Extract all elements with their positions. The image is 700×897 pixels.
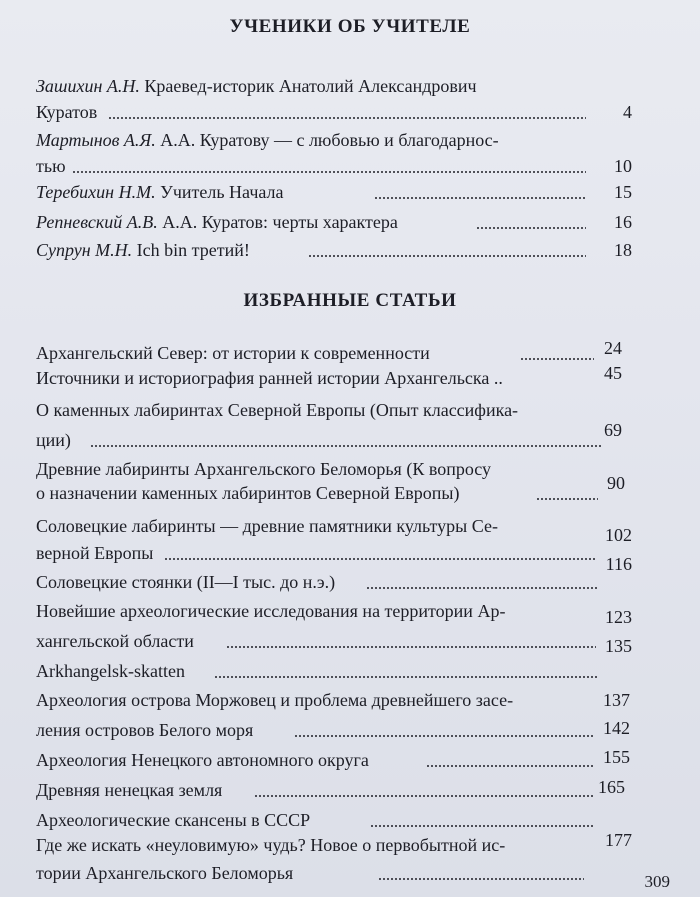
section-title-students: УЧЕНИКИ ОБ УЧИТЕЛЕ bbox=[229, 16, 471, 37]
leader-dots bbox=[308, 255, 586, 257]
page-number: 4 bbox=[623, 102, 632, 122]
leader-dots bbox=[366, 587, 598, 589]
entry-title: Археология Ненецкого автономного округа bbox=[36, 750, 369, 770]
entry-title: А.А. Куратов: черты характера bbox=[162, 212, 398, 232]
page-number: 165 bbox=[598, 777, 625, 797]
toc-entry-11 bbox=[36, 568, 616, 596]
entry-author: Супрун М.Н. bbox=[36, 240, 133, 260]
toc-entry-15 bbox=[36, 746, 616, 774]
entry-title-cont: хангельской области bbox=[36, 631, 194, 651]
entry-title: Источники и историография ранней истории Архангельска .. bbox=[36, 368, 503, 388]
toc-entry-14 bbox=[36, 686, 616, 714]
toc-entry-5 bbox=[36, 236, 616, 264]
entry-title: Соловецкие лабиринты — древние памятники культуры Се- bbox=[36, 516, 498, 536]
entry-title: Древняя ненецкая земля bbox=[36, 780, 223, 800]
toc-entry-12-cont bbox=[36, 627, 616, 655]
page-number: 10 bbox=[614, 156, 632, 176]
toc-entry-1 bbox=[36, 72, 616, 100]
page-number: 16 bbox=[614, 212, 632, 232]
entry-title-cont: о назначении каменных лабиринтов Северной Европы) bbox=[36, 483, 460, 503]
page-number: 15 bbox=[614, 182, 632, 202]
entry-title: А.А. Куратову — с любовью и благодарнос- bbox=[160, 130, 499, 150]
entry-title: Архангельский Север: от истории к современности bbox=[36, 343, 430, 363]
toc-entry-14-cont bbox=[36, 716, 616, 744]
page-number: 177 bbox=[605, 830, 632, 850]
page-number: 142 bbox=[603, 718, 630, 738]
leader-dots bbox=[108, 117, 586, 119]
entry-title: Ich bin третий! bbox=[136, 240, 250, 260]
toc-entry-16 bbox=[36, 776, 616, 804]
entry-title-cont: ления островов Белого моря bbox=[36, 720, 254, 740]
page-number: 18 bbox=[614, 240, 632, 260]
toc-entry-13 bbox=[36, 657, 616, 685]
entry-title: Краевед-историк Анатолий Александрович bbox=[144, 76, 477, 96]
leader-dots bbox=[536, 498, 598, 500]
entry-title: Учитель Начала bbox=[160, 182, 284, 202]
page-number: 116 bbox=[605, 554, 632, 574]
toc-entry-10-cont bbox=[36, 539, 616, 567]
page-number: 102 bbox=[605, 525, 632, 545]
page-folio: 309 bbox=[644, 872, 670, 891]
entry-title: Археология острова Моржовец и проблема древнейшего засе- bbox=[36, 690, 514, 710]
page-number: 123 bbox=[605, 607, 632, 627]
entry-title-cont: Куратов bbox=[36, 102, 98, 122]
entry-title: Где же искать «неуловимую» чудь? Новое о первобытной ис- bbox=[36, 835, 506, 855]
leader-dots bbox=[294, 735, 594, 737]
page-number: 45 bbox=[604, 363, 622, 383]
toc-entry-10 bbox=[36, 512, 616, 540]
entry-author: Мартынов А.Я. bbox=[36, 130, 156, 150]
leader-dots bbox=[374, 197, 586, 199]
toc-entry-8 bbox=[36, 396, 616, 424]
page-number: 24 bbox=[604, 338, 622, 358]
section-title-articles: ИЗБРАННЫЕ СТАТЬИ bbox=[243, 290, 457, 311]
toc-entry-12 bbox=[36, 597, 616, 625]
leader-dots bbox=[370, 825, 594, 827]
leader-dots bbox=[90, 445, 602, 447]
toc-entry-2 bbox=[36, 126, 616, 154]
leader-dots bbox=[378, 878, 584, 880]
page-number: 135 bbox=[605, 636, 632, 656]
entry-title: Древние лабиринты Архангельского Беломорья (К вопросу bbox=[36, 459, 492, 479]
toc-entry-1-cont bbox=[36, 98, 616, 126]
toc-entry-6 bbox=[36, 339, 616, 367]
page-number: 155 bbox=[603, 747, 630, 767]
entry-title-cont: ции) bbox=[36, 430, 71, 450]
leader-dots bbox=[72, 171, 586, 173]
entry-title: О каменных лабиринтах Северной Европы (Опыт классифика- bbox=[36, 400, 519, 420]
leader-dots bbox=[226, 646, 596, 648]
entry-title: Arkhangelsk-skatten bbox=[36, 661, 185, 681]
entry-title: Соловецкие стоянки (II—I тыс. до н.э.) bbox=[36, 572, 336, 592]
entry-title-cont: тории Архангельского Беломорья bbox=[36, 863, 294, 883]
leader-dots bbox=[426, 765, 594, 767]
leader-dots bbox=[476, 227, 586, 229]
entry-title: Археологические скансены в СССР bbox=[36, 810, 311, 830]
toc-entry-17 bbox=[36, 806, 616, 834]
leader-dots bbox=[254, 795, 594, 797]
page-number: 90 bbox=[607, 473, 625, 493]
toc-entry-7 bbox=[36, 364, 616, 392]
toc-entry-18 bbox=[36, 831, 616, 859]
entry-title-cont: верной Европы bbox=[36, 543, 154, 563]
leader-dots bbox=[164, 558, 596, 560]
toc-entry-8-cont bbox=[36, 426, 616, 454]
entry-author: Теребихин Н.М. bbox=[36, 182, 156, 202]
entry-title: Новейшие археологические исследования на территории Ар- bbox=[36, 601, 506, 621]
page-number: 137 bbox=[603, 690, 630, 710]
page-number: 69 bbox=[604, 420, 622, 440]
entry-title-cont: тью bbox=[36, 156, 66, 176]
entry-author: Репневский А.В. bbox=[36, 212, 158, 232]
toc-entry-4 bbox=[36, 208, 616, 236]
toc-entry-9-cont bbox=[36, 479, 616, 507]
leader-dots bbox=[214, 676, 598, 678]
entry-author: Зашихин А.Н. bbox=[36, 76, 140, 96]
toc-entry-18-cont bbox=[36, 859, 616, 887]
toc-entry-3 bbox=[36, 178, 616, 206]
toc-entry-2-cont bbox=[36, 152, 616, 180]
